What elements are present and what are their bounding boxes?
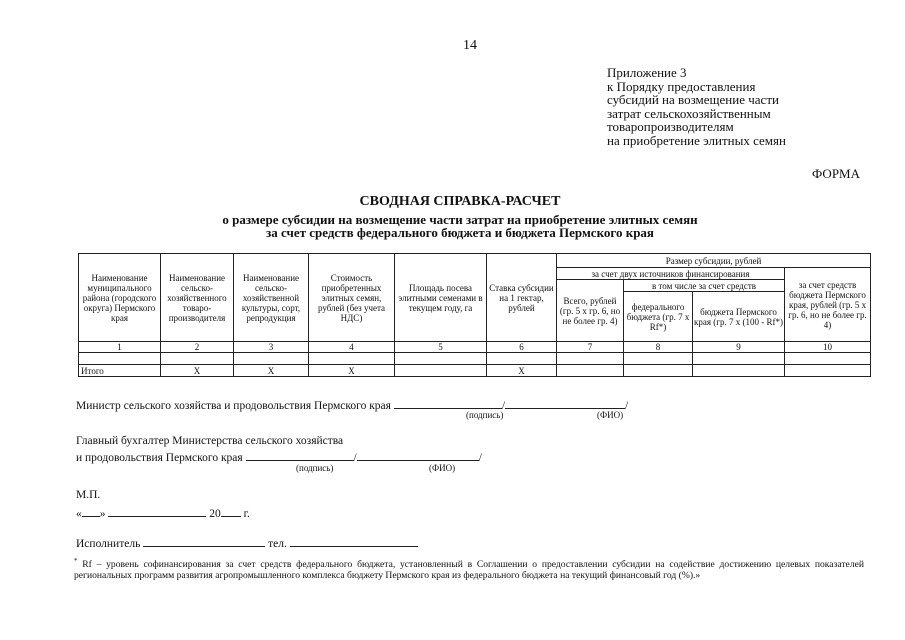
appendix-note (607, 66, 867, 148)
form-label: ФОРМА (812, 166, 860, 181)
slash: / (353, 452, 357, 464)
total-mark: X (234, 365, 309, 377)
column-number: 5 (395, 342, 487, 353)
month-field[interactable] (108, 505, 206, 517)
calculation-table (78, 253, 871, 377)
column-number: 4 (309, 342, 395, 353)
total-mark: X (161, 365, 234, 377)
signature-field[interactable] (246, 449, 354, 461)
year-field[interactable] (221, 505, 241, 517)
subtitle-line: за счет средств федерального бюджета и бюджета Пермского края (266, 225, 654, 240)
appendix-line: Приложение 3 (607, 65, 687, 80)
header-two-sources: за счет двух источников финансирования (557, 268, 785, 280)
column-number: 3 (234, 342, 309, 353)
appendix-line: к Порядку предоставления (607, 78, 756, 94)
header-federal: федерального бюджета (гр. 7 х Rf*) (624, 292, 693, 342)
name-field[interactable] (505, 397, 625, 409)
header-seed-cost: Стоимость приобретенных элитных семян, рублей (без учета НДС) (309, 254, 395, 342)
column-number: 7 (557, 342, 624, 353)
header-crop: Наименование сельско-хозяйственной культуры, сорт, репродукция (234, 254, 309, 342)
phone-field[interactable] (290, 535, 418, 547)
column-number: 1 (79, 342, 161, 353)
appendix-line: субсидий на возмещение части (607, 92, 779, 108)
column-number: 6 (487, 342, 557, 353)
name-field[interactable] (357, 449, 479, 461)
executor-line (76, 535, 418, 550)
column-number: 2 (161, 342, 234, 353)
appendix-line: товаропроизводителям (607, 119, 734, 135)
minister-title: Министр сельского хозяйства и продовольствия Пермского края (76, 400, 391, 412)
subtitle-line: о размере субсидии на возмещение части затрат на приобретение элитных семян (222, 212, 698, 227)
signature-field[interactable] (394, 397, 502, 409)
phone-label: тел. (268, 538, 287, 550)
appendix-line: затрат сельскохозяйственным (607, 105, 771, 121)
accountant-title-line2: и продовольствия Пермского края (76, 452, 243, 464)
executor-field[interactable] (143, 535, 265, 547)
slash: / (625, 400, 629, 412)
executor-label: Исполнитель (76, 538, 141, 550)
header-subsidy-rate: Ставка субсидии на 1 гектар, рублей (487, 254, 557, 342)
document-title: СВОДНАЯ СПРАВКА-РАСЧЕТ (359, 194, 561, 209)
year-suffix: г. (243, 508, 250, 520)
header-subsidy-size: Размер субсидии, рублей (557, 254, 871, 268)
column-number: 9 (693, 342, 785, 353)
header-district: Наименование муниципального района (городского округа) Пермского края (79, 254, 161, 342)
header-total: Всего, рублей (гр. 5 х гр. 6, но не более гр. 4) (557, 280, 624, 342)
page-number: 14 (463, 38, 477, 53)
date-line (76, 505, 250, 520)
signature-caption: (подпись) (296, 463, 334, 473)
header-regional: бюджета Пермского края (гр. 7 х (100 - Rf*) (693, 292, 785, 342)
footnote-text: Rf – уровень софинансирования за счет средств федерального бюджета, установленный в Соглашении о предоставлении субсидии на содействие достижению целевых показателей региональных программ развития агропромышленного комплекса бюджету Пермского края из федерального бюджета на текущий финансовый год (%).» (74, 559, 864, 582)
total-mark: X (309, 365, 395, 377)
appendix-line: на приобретение элитных семян (607, 132, 786, 148)
document-subtitle (60, 213, 860, 239)
name-caption: (ФИО) (597, 410, 624, 420)
footnote (74, 556, 864, 581)
header-including: в том числе за счет средств (624, 280, 785, 292)
day-field[interactable] (82, 505, 100, 517)
table-row-empty (79, 353, 871, 365)
year-prefix: 20 (209, 508, 221, 520)
column-number: 10 (785, 342, 871, 353)
total-label: Итого (79, 365, 161, 377)
table-row-total (79, 365, 871, 377)
minister-signature-line (76, 397, 628, 412)
column-number: 8 (624, 342, 693, 353)
header-sown-area: Площадь посева элитными семенами в текущем году, га (395, 254, 487, 342)
signature-caption: (подпись) (466, 410, 504, 420)
slash: / (478, 452, 482, 464)
seal-label: М.П. (76, 489, 101, 501)
header-producer: Наименование сельско-хозяйственного товаро-производителя (161, 254, 234, 342)
accountant-signature-line (76, 449, 482, 464)
date-quote-open: « (76, 508, 82, 520)
total-mark: X (487, 365, 557, 377)
header-regional-only: за счет средств бюджета Пермского края, рублей (гр. 5 х гр. 6, но не более гр. 4) (785, 268, 871, 342)
accountant-title-line1: Главный бухгалтер Министерства сельского хозяйства (76, 435, 344, 447)
footnote-marker: * (74, 557, 78, 565)
slash: / (501, 400, 506, 412)
name-caption: (ФИО) (429, 463, 456, 473)
date-quote-close: » (99, 508, 106, 520)
